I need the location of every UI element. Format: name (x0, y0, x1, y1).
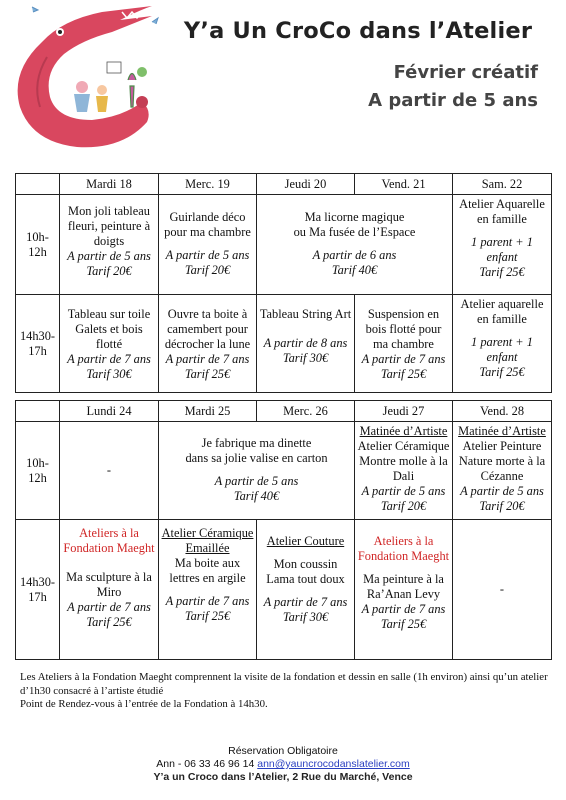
activity-cell (453, 295, 552, 393)
subtitle-age: A partir de 5 ans (368, 90, 538, 111)
activity-title: Tableau sur toile Galets et bois flotté (67, 307, 151, 351)
activity-cell (159, 195, 257, 295)
activity-cell (159, 295, 257, 393)
activity-cell (257, 195, 453, 295)
activity-age: A partir de 7 ans (361, 602, 446, 616)
activity-age: A partir de 5 ans (361, 484, 446, 498)
activity-age: 1 parent + 1 enfant (471, 235, 533, 264)
activity-cell (159, 520, 257, 660)
activity-price: Tarif 30€ (282, 351, 329, 365)
activity-age: A partir de 5 ans (165, 248, 250, 262)
page-title: Y’a Un CroCo dans l’Atelier (183, 18, 533, 44)
day-header: Merc. 26 (257, 401, 355, 422)
activity-title: Mon joli tableau fleuri, peinture à doigts (67, 204, 151, 248)
activity-price: Tarif 40€ (331, 263, 378, 277)
footer (0, 745, 566, 784)
empty-corner-cell (16, 401, 60, 422)
time-slot: 14h30-17h (16, 520, 60, 660)
day-header: Merc. 19 (159, 174, 257, 195)
table-row (16, 295, 552, 393)
activity-title: Atelier aquarelle en famille (460, 297, 544, 326)
activity-heading: Ateliers à la Fondation Maeght (63, 526, 155, 555)
activity-title: Atelier Aquarelle en famille (459, 197, 545, 226)
table-row (16, 520, 552, 660)
activity-age: A partir de 7 ans (263, 595, 348, 609)
contact-phone: Ann - 06 33 46 96 14 (156, 758, 255, 770)
table-row (16, 422, 552, 520)
activity-cell (60, 520, 159, 660)
day-header: Vend. 21 (355, 174, 453, 195)
activity-price: Tarif 25€ (380, 367, 427, 381)
activity-cell (257, 520, 355, 660)
activity-price: Tarif 20€ (184, 263, 231, 277)
activity-heading: Atelier Couture (266, 534, 345, 548)
subtitle-month: Février créatif (393, 62, 538, 83)
activity-price: Tarif 20€ (380, 499, 427, 513)
schedule-week-1 (15, 173, 552, 393)
reservation-text: Réservation Obligatoire (228, 745, 338, 757)
activity-cell (453, 195, 552, 295)
activity-age: A partir de 7 ans (165, 352, 250, 366)
activity-title: dans sa jolie valise en carton (185, 451, 328, 465)
day-header: Mardi 25 (159, 401, 257, 422)
activity-price: Tarif 25€ (86, 615, 132, 629)
day-header: Jeudi 20 (257, 174, 355, 195)
activity-title: Tableau String Art (259, 307, 352, 321)
activity-heading: Atelier Céramique Emaillée (161, 526, 254, 555)
activity-cell: - (60, 422, 159, 520)
email-link[interactable]: ann@yauncrocodanslatelier.com (257, 758, 410, 770)
activity-price: Tarif 30€ (282, 610, 329, 624)
note-rendezvous: Point de Rendez-vous à l’entrée de la Fondation à 14h30. (20, 698, 268, 710)
time-slot: 14h30-17h (16, 295, 60, 393)
day-header: Jeudi 27 (355, 401, 453, 422)
activity-age: A partir de 5 ans (460, 484, 544, 498)
activity-title: Ouvre ta boite à camembert pour décrocher la lune (164, 307, 251, 351)
time-slot: 10h-12h (16, 195, 60, 295)
activity-title: Je fabrique ma dinette (201, 436, 312, 450)
day-header: Lundi 24 (60, 401, 159, 422)
activity-age: A partir de 5 ans (67, 249, 151, 263)
activity-cell: - (453, 520, 552, 660)
day-header: Vend. 28 (453, 401, 552, 422)
activity-cell (453, 422, 552, 520)
table-header-row (16, 174, 552, 195)
address-line: Y’a un Croco dans l’Atelier, 2 Rue du Marché, Vence (153, 771, 413, 783)
note-fondation: Les Ateliers à la Fondation Maeght comprennent la visite de la fondation et dessin en salle (1h environ) ainsi qu’un atelier d’1h30 consacré à l’artiste étudié (20, 671, 548, 697)
activity-cell (355, 520, 453, 660)
activity-age: 1 parent + 1 enfant (471, 335, 533, 364)
activity-age: A partir de 7 ans (165, 594, 250, 608)
activity-price: Tarif 40€ (233, 489, 280, 503)
activity-age: A partir de 7 ans (67, 352, 151, 366)
activity-title: Atelier Céramique Montre molle à la Dali (357, 439, 450, 483)
day-header: Mardi 18 (60, 174, 159, 195)
activity-heading: Matinée d’Artiste (458, 424, 546, 438)
contact-line (0, 758, 566, 771)
activity-age: A partir de 7 ans (361, 352, 446, 366)
activity-title: Atelier Peinture Nature morte à la Cézanne (458, 439, 546, 483)
activity-price: Tarif 20€ (86, 264, 132, 278)
activity-title: Ma boite aux lettres en argile (169, 556, 246, 585)
activity-title: Ma peinture à la Ra’Anan Levy (363, 572, 444, 601)
activity-title: Guirlande déco pour ma chambre (164, 210, 251, 239)
activity-price: Tarif 25€ (479, 265, 525, 279)
schedule-week-2 (15, 400, 552, 660)
activity-age: A partir de 5 ans (214, 474, 299, 488)
activity-price: Tarif 25€ (479, 365, 525, 379)
activity-cell (257, 295, 355, 393)
activity-heading: Ateliers à la Fondation Maeght (357, 534, 450, 563)
activity-price: Tarif 25€ (184, 367, 231, 381)
activity-age: A partir de 6 ans (312, 248, 397, 262)
activity-cell (159, 422, 355, 520)
day-header: Sam. 22 (453, 174, 552, 195)
activity-title: Ma sculpture à la Miro (66, 570, 152, 599)
activity-price: Tarif 25€ (184, 609, 231, 623)
crocodile-illustration (2, 2, 167, 152)
activity-age: A partir de 7 ans (67, 600, 151, 614)
notes (20, 671, 550, 712)
activity-price: Tarif 20€ (479, 499, 525, 513)
time-slot: 10h-12h (16, 422, 60, 520)
activity-heading: Matinée d’Artiste (359, 424, 448, 438)
activity-title: Ma licorne magique (304, 210, 405, 224)
activity-title: ou Ma fusée de l’Espace (293, 225, 416, 239)
activity-price: Tarif 25€ (380, 617, 427, 631)
activity-cell (355, 422, 453, 520)
activity-title: Mon coussin Lama tout doux (266, 557, 345, 586)
activity-title: Suspension en bois flotté pour ma chambre (365, 307, 442, 351)
empty-corner-cell (16, 174, 60, 195)
activity-price: Tarif 30€ (86, 367, 132, 381)
table-header-row (16, 401, 552, 422)
activity-cell (355, 295, 453, 393)
table-row (16, 195, 552, 295)
activity-cell (60, 195, 159, 295)
activity-age: A partir de 8 ans (263, 336, 348, 350)
activity-cell (60, 295, 159, 393)
